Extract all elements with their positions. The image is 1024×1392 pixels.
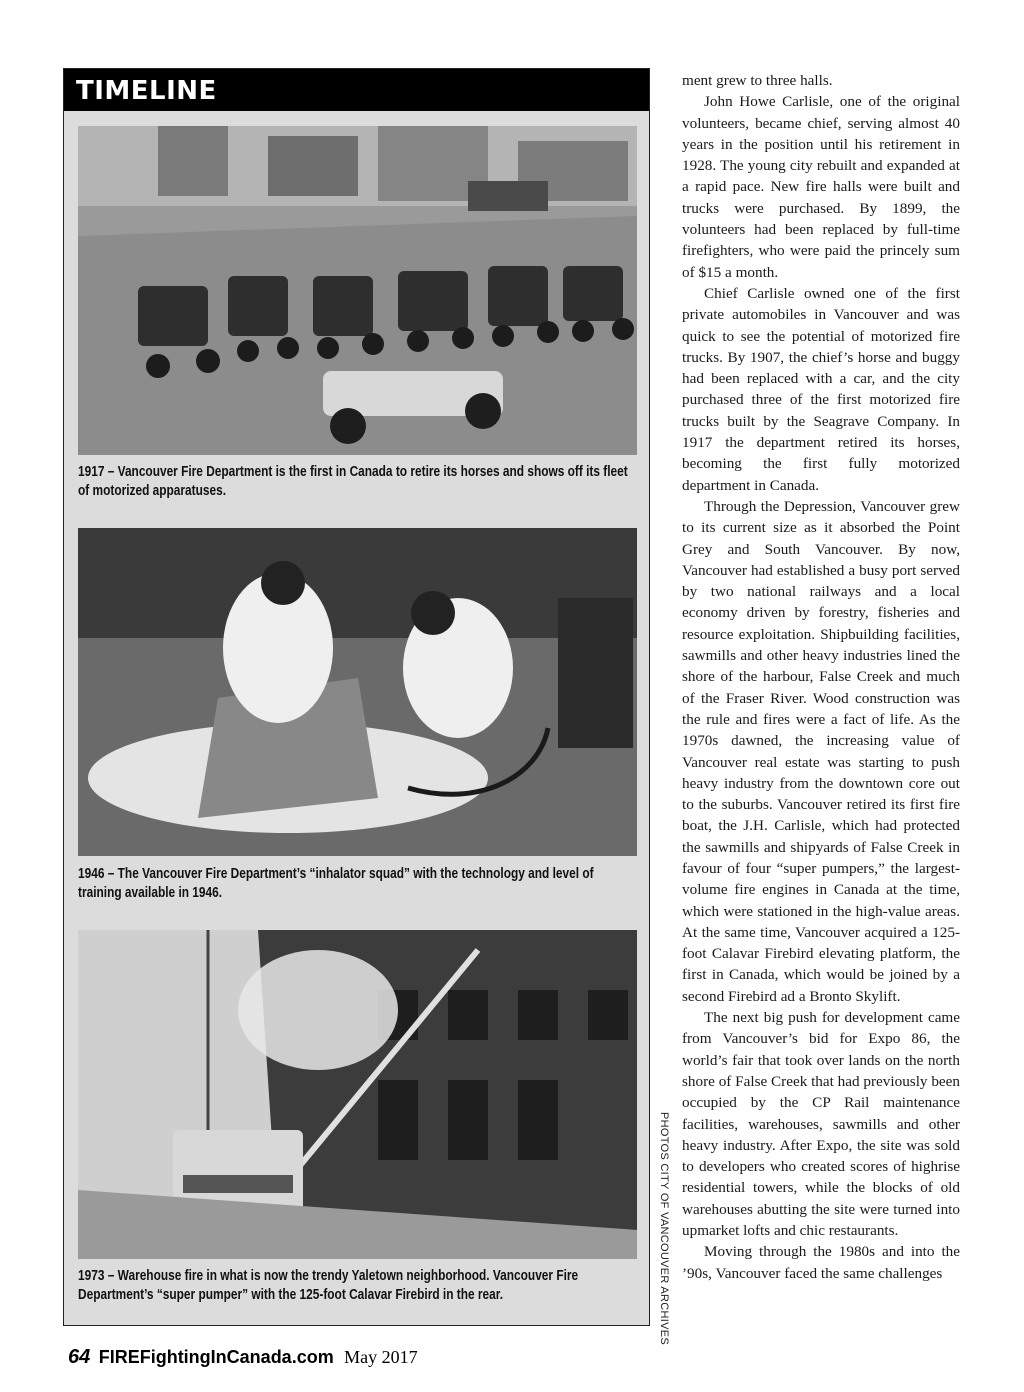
site-name: FIREFightingInCanada.com [98,1347,334,1367]
article-column [682,70,960,1284]
photo-1917-fleet [78,126,637,455]
issue-date: May 2017 [344,1347,418,1367]
timeline-sidebar [63,68,650,1326]
article-paragraph: ment grew to three halls. [682,72,833,89]
photo-1946-inhalator [78,528,637,856]
photo-caption-1946: 1946 – The Vancouver Fire Department’s “inhalator squad” with the technology and level of training available in 1946. [78,866,594,901]
photo-caption-1973: 1973 – Warehouse fire in what is now the trendy Yaletown neighborhood. Vancouver Fire Department’s “super pumper” with the 125-foot Calavar Firebird in the rear. [78,1268,579,1303]
timeline-header: TIMELINE [64,69,649,111]
warehouse-fire-photo-icon [78,930,637,1259]
photo-1973-warehouse-fire [78,930,637,1259]
page-footer [68,1346,418,1372]
page-number: 64 [68,1346,91,1368]
article-paragraph: John Howe Carlisle, one of the original volunteers, became chief, serving almost 40 years in the position until his retirement in 1928. The young city rebuilt and expanded at a rapid pace. New fire halls were built and trucks were purchased. By 1899, the volunteers had been replaced by full-time firefighters, who were paid the princely sum of $15 a month. [682,93,960,281]
article-paragraph: The next big push for development came from Vancouver’s bid for Expo 86, the world’s fair that took over lands on the north shore of False Creek that had previously been occupied by the CP Rail maintenance facilities, warehouses, sawmills and other heavy industry. After Expo, the site was sold to developers who created scores of highrise residential towers, while the blocks of old warehouses abutting the site were turned into upmarket lofts and chic restaurants. [682,1009,960,1240]
photo-caption-1917: 1917 – Vancouver Fire Department is the first in Canada to retire its horses and shows off its fleet of motorized apparatuses. [78,464,628,499]
inhalator-squad-photo-icon [78,528,637,856]
photo-credit: PHOTOS CITY OF VANCOUVER ARCHIVES [658,1112,670,1345]
fire-trucks-photo-icon [78,126,637,455]
article-paragraph: Through the Depression, Vancouver grew to its current size as it absorbed the Point Grey and South Vancouver. By now, Vancouver had established a busy port served by two national railways and a local economy driven by forestry, fisheries and resource exploitation. Shipbuilding facilities, sawmills and other heavy industries lined the shore of the harbour, False Creek and much of the Fraser River. Wood construction was the rule and fires were a fact of life. As the 1970s dawned, the increasing value of Vancouver real estate was starting to push heavy industry from the downtown core out to the suburbs. Vancouver retired its first fire boat, the J.H. Carlisle, which had protected the sawmills and shipyards of False Creek in favour of four “super pumpers,” the largest-volume fire engines in Canada at the time, which were stationed in the high-value areas. At the same time, Vancouver acquired a 125-foot Calavar Firebird elevating platform, the first in Canada, which would be joined by a second Firebird ad a Bronto Skylift. [682,497,960,1005]
article-paragraph: Chief Carlisle owned one of the first private automobiles in Vancouver and was quick to see the potential of motorized fire trucks. By 1907, the chief’s horse and buggy had been replaced with a car, and the city purchased three of the first motorized fire trucks built by the Seagrave Company. In 1917 the department retired its horses, becoming the first fully motorized department in Canada. [682,284,960,494]
article-paragraph: Moving through the 1980s and into the ’90s, Vancouver faced the same challenges [682,1243,960,1282]
